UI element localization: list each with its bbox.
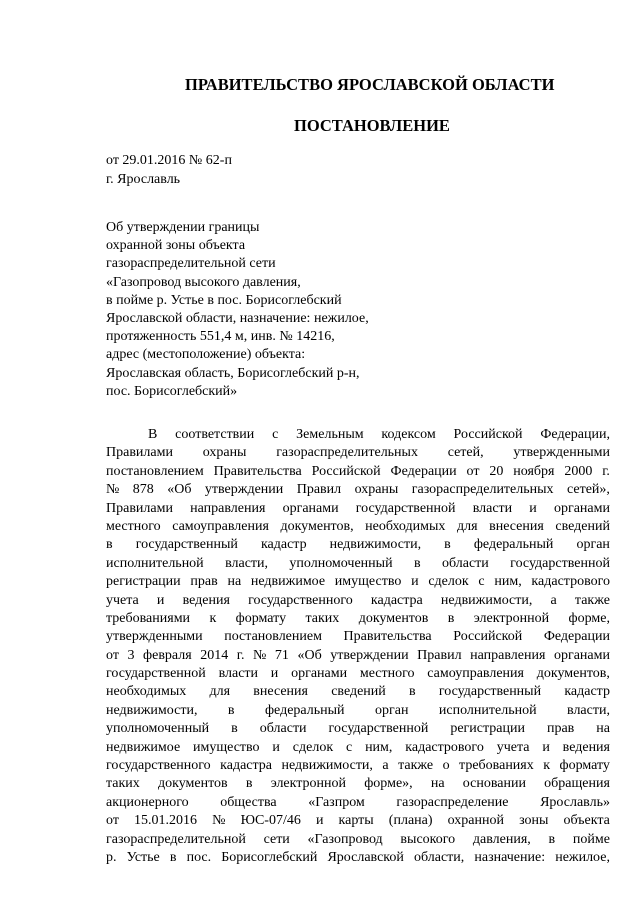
body-line: от 3 февраля 2014 г. № 71 «Об утверждении Правил направления органами bbox=[106, 647, 610, 663]
decree-city: г. Ярославль bbox=[106, 172, 181, 187]
body-line: учета и ведения государственного кадастра недвижимости, а также bbox=[106, 592, 610, 608]
body-line: Правилами направления органами государственной власти и органами bbox=[106, 500, 610, 516]
subject-line: Об утверждении границы bbox=[106, 220, 260, 235]
decree-body-paragraph bbox=[106, 426, 610, 867]
body-line: регистрации прав на недвижимое имущество и сделок с ним, кадастрового bbox=[106, 574, 610, 590]
subject-line: Ярославская область, Борисоглебский р-н, bbox=[106, 365, 360, 381]
body-line: государственной власти и органами местного самоуправления документов, bbox=[106, 666, 610, 682]
subject-line: «Газопровод высокого давления, bbox=[106, 274, 301, 290]
body-line: газораспределительной сети «Газопровод высокого давления, в пойме bbox=[106, 831, 610, 847]
body-line: акционерного общества «Газпром газораспределение Ярославль» bbox=[106, 794, 610, 810]
body-line: в государственный кадастр недвижимости, в федеральный орган bbox=[106, 537, 610, 553]
body-line: р. Устье в пос. Борисоглебский Ярославской области, назначение: нежилое, bbox=[106, 849, 610, 865]
body-line: местного самоуправления документов, необходимых для внесения сведений bbox=[106, 518, 610, 534]
body-line: недвижимое имущество и сделок с ним, кадастрового учета и ведения bbox=[106, 739, 610, 755]
body-line: от 15.01.2016 № ЮС-07/46 и карты (плана) охранной зоны объекта bbox=[106, 813, 610, 829]
body-line: № 878 «Об утверждении Правил охраны газораспределительных сетей», bbox=[106, 482, 610, 498]
government-title: ПРАВИТЕЛЬСТВО ЯРОСЛАВСКОЙ ОБЛАСТИ bbox=[185, 75, 555, 94]
body-line: таких документов в электронной форме», на основании обращения bbox=[106, 776, 610, 792]
body-line: уполномоченный в области государственной регистрации прав на bbox=[106, 721, 610, 737]
body-line: Правилами охраны газораспределительных сетей, утвержденными bbox=[106, 445, 610, 461]
decree-date-number: от 29.01.2016 № 62-п bbox=[106, 153, 232, 168]
subject-line: охранной зоны объекта bbox=[106, 238, 246, 254]
decree-title: ПОСТАНОВЛЕНИЕ bbox=[294, 116, 450, 135]
decree-subject bbox=[106, 219, 369, 401]
subject-line: адрес (местоположение) объекта: bbox=[106, 347, 306, 363]
body-line: требованиями к формату таких документов в электронной форме, bbox=[106, 610, 610, 626]
body-line: утвержденными постановлением Правительства Российской Федерации bbox=[106, 629, 610, 645]
subject-line: газораспределительной сети bbox=[106, 256, 276, 272]
subject-line: пос. Борисоглебский» bbox=[106, 383, 238, 399]
body-line: В соответствии с Земельным кодексом Российской Федерации, bbox=[148, 427, 610, 442]
subject-line: Ярославской области, назначение: нежилое, bbox=[106, 311, 369, 327]
body-line: исполнительной власти, уполномоченный в области государственной bbox=[106, 555, 610, 571]
body-line: постановлением Правительства Российской Федерации от 20 ноября 2000 г. bbox=[106, 463, 610, 479]
body-line: государственного кадастра недвижимости, а также о требованиях к формату bbox=[106, 758, 610, 774]
body-line: недвижимости, в федеральный орган исполнительной власти, bbox=[106, 702, 610, 718]
subject-line: в пойме р. Устье в пос. Борисоглебский bbox=[106, 292, 342, 308]
subject-line: протяженность 551,4 м, инв. № 14216, bbox=[106, 329, 335, 345]
body-line: необходимых для внесения сведений в государственный кадастр bbox=[106, 684, 610, 700]
